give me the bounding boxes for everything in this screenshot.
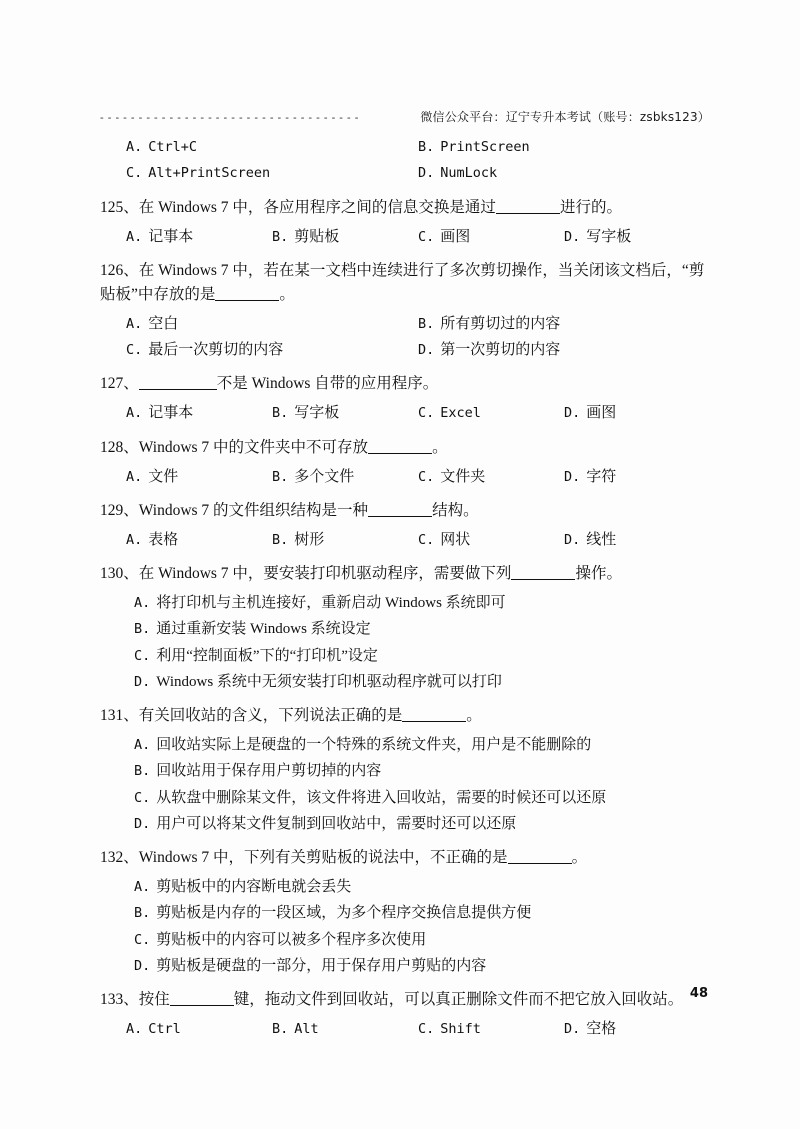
option-item[interactable] [418, 337, 710, 363]
option-item[interactable] [126, 464, 272, 490]
option-item[interactable] [418, 464, 564, 490]
option-label: B. [134, 905, 151, 922]
option-item[interactable] [564, 527, 710, 553]
option-item[interactable] [272, 400, 418, 426]
option-item[interactable] [126, 134, 418, 160]
option-list [100, 1016, 710, 1042]
option-label: D. [564, 228, 581, 245]
option-text: Excel [440, 405, 481, 422]
option-text: 用户可以将某文件复制到回收站中，需要时还可以还原 [156, 815, 517, 832]
option-text: 回收站用于保存用户剪切掉的内容 [156, 763, 382, 780]
question-stem [100, 846, 710, 870]
question-stem-pre: 在 Windows 7 中，各应用程序之间的信息交换是通过 [138, 198, 496, 216]
option-list [100, 590, 710, 695]
question-number: 129、 [100, 501, 139, 519]
option-list [100, 732, 710, 837]
page-content [100, 108, 710, 1042]
option-label: D. [418, 165, 435, 182]
question-block [100, 436, 710, 490]
option-item[interactable] [418, 311, 710, 337]
option-label: C. [418, 1021, 435, 1038]
option-label: B. [272, 405, 289, 422]
question-stem-pre: Windows 7 的文件组织结构是一种 [138, 501, 369, 519]
option-list [100, 134, 710, 187]
option-text: PrintScreen [440, 139, 530, 155]
answer-blank [511, 564, 575, 580]
option-item[interactable] [134, 785, 710, 811]
option-text: 通过重新安装 Windows 系统设定 [156, 621, 371, 638]
option-label: A. [126, 228, 143, 245]
option-label: C. [418, 228, 435, 245]
option-label: C. [418, 468, 435, 485]
option-item[interactable] [272, 1016, 418, 1042]
question-number: 131、 [100, 707, 139, 725]
option-item[interactable] [134, 590, 710, 616]
option-item[interactable] [418, 160, 710, 186]
question-stem-pre: 有关回收站的含义，下列说法正确的是 [138, 707, 403, 725]
option-label: A. [126, 531, 143, 548]
option-text: Ctrl [148, 1021, 181, 1038]
option-item[interactable] [564, 224, 710, 250]
option-item[interactable] [272, 527, 418, 553]
option-label: C. [134, 647, 151, 664]
option-text: 剪贴板是硬盘的一部分，用于保存用户剪贴的内容 [156, 957, 487, 974]
option-text: 回收站实际上是硬盘的一个特殊的系统文件夹，用户是不能删除的 [156, 737, 592, 754]
question-stem-pre: 在 Windows 7 中，若在某一文档中连续进行了多次剪切操作，当关闭该文档后，“剪贴板”中存放的是 [100, 261, 705, 303]
option-list [100, 464, 710, 490]
option-label: D. [564, 468, 581, 485]
option-list [100, 224, 710, 250]
option-label: A. [126, 139, 143, 155]
option-item[interactable] [134, 900, 710, 926]
question-stem [100, 196, 710, 220]
question-stem-post: 。 [571, 849, 588, 867]
answer-blank [496, 198, 560, 214]
option-label: D. [418, 342, 435, 359]
option-text: Ctrl+C [148, 139, 198, 155]
option-label: A. [126, 315, 143, 332]
option-item[interactable] [134, 732, 710, 758]
option-item[interactable] [126, 311, 418, 337]
option-item[interactable] [272, 464, 418, 490]
option-list [100, 311, 710, 364]
option-text: 利用“控制面板”下的“打印机”设定 [156, 647, 378, 664]
option-label: C. [418, 531, 435, 548]
option-text: 写字板 [586, 228, 632, 245]
option-label: D. [134, 815, 151, 832]
option-text: Shift [440, 1021, 481, 1038]
option-item[interactable] [272, 224, 418, 250]
option-text: 空格 [586, 1021, 617, 1038]
header-divider-dashes: - - - - - - - - - - - - - - - - - - - - - - - - - - - - - - - - - - [100, 112, 359, 124]
option-text: 记事本 [148, 228, 194, 245]
question-stem-post: 不是 Windows 自带的应用程序。 [216, 375, 439, 393]
option-label: D. [564, 531, 581, 548]
option-text: 写字板 [294, 405, 340, 422]
option-label: C. [126, 165, 143, 182]
option-text: 剪贴板中的内容可以被多个程序多次使用 [156, 931, 427, 948]
option-label: D. [564, 1021, 581, 1038]
option-item[interactable] [134, 669, 710, 695]
answer-blank [508, 848, 572, 864]
question-block [100, 259, 710, 364]
option-label: C. [134, 789, 151, 806]
question-stem-post: 。 [466, 707, 482, 725]
option-list [100, 874, 710, 979]
option-text: Alt [294, 1021, 319, 1038]
option-label: B. [134, 621, 151, 638]
question-block [100, 372, 710, 426]
option-text: 第一次剪切的内容 [440, 342, 561, 359]
option-item[interactable] [418, 224, 564, 250]
question-stem-post: 结构。 [432, 501, 479, 519]
option-label: A. [126, 1021, 143, 1038]
option-text: 文件 [148, 468, 179, 485]
answer-blank [215, 285, 279, 301]
option-list [100, 400, 710, 426]
option-text: 剪贴板 [294, 228, 340, 245]
option-text: 剪贴板是内存的一段区域，为多个程序交换信息提供方便 [156, 905, 532, 922]
option-text: 最后一次剪切的内容 [148, 342, 284, 359]
option-text: 从软盘中删除某文件，该文件将进入回收站，需要的时候还可以还原 [156, 789, 607, 806]
question-number: 133、 [100, 991, 139, 1009]
option-text: 字符 [586, 468, 617, 485]
option-item[interactable] [126, 160, 418, 186]
question-block [100, 704, 710, 837]
option-item[interactable] [126, 337, 418, 363]
option-text: NumLock [440, 165, 498, 182]
option-text: 将打印机与主机连接好，重新启动 Windows 系统即可 [156, 595, 506, 612]
question-stem-pre: 按住 [138, 991, 170, 1009]
option-item[interactable] [134, 927, 710, 953]
option-item[interactable] [418, 1016, 564, 1042]
option-label: A. [126, 468, 143, 485]
question-block [100, 562, 710, 695]
question-number: 130、 [100, 565, 139, 583]
option-text: 网状 [440, 531, 471, 548]
option-item[interactable] [564, 1016, 710, 1042]
question-stem-post: 键，拖动文件到回收站，可以真正删除文件而不把它放入回收站。 [233, 991, 684, 1009]
question-stem [100, 372, 710, 396]
question-number: 128、 [100, 438, 139, 456]
option-text: 空白 [148, 315, 179, 332]
question-block [100, 988, 710, 1042]
option-text: 树形 [294, 531, 325, 548]
question-stem-post: 进行的。 [559, 198, 622, 216]
option-item[interactable] [134, 616, 710, 642]
option-label: D. [564, 405, 581, 422]
option-item[interactable] [126, 224, 272, 250]
option-label: C. [134, 931, 151, 948]
question-stem-post: 。 [279, 285, 295, 303]
question-stem [100, 704, 710, 728]
option-label: B. [134, 763, 151, 780]
option-label: B. [272, 1021, 289, 1038]
option-label: D. [134, 673, 151, 690]
page-header [100, 108, 710, 125]
header-title: 微信公众平台：辽宁专升本考试（账号：zsbks123） [420, 110, 710, 124]
option-label: B. [418, 315, 435, 332]
option-item[interactable] [134, 874, 710, 900]
question-stem [100, 562, 710, 586]
question-block [100, 499, 710, 553]
option-item[interactable] [126, 1016, 272, 1042]
option-label: A. [134, 595, 151, 612]
question-stem-pre: Windows 7 中的文件夹中不可存放 [138, 438, 369, 456]
option-text: 所有剪切过的内容 [440, 315, 561, 332]
option-text: Windows 系统中无须安装打印机驱动程序就可以打印 [156, 673, 502, 690]
option-list [100, 527, 710, 553]
question-block [100, 196, 710, 250]
question-stem-pre: 在 Windows 7 中，要安装打印机驱动程序，需要做下列 [138, 565, 512, 583]
answer-blank [368, 438, 432, 454]
question-number: 132、 [100, 849, 139, 867]
option-item[interactable] [126, 527, 272, 553]
option-text: 画图 [586, 405, 617, 422]
page-number: 48 [689, 986, 708, 1001]
question-block [100, 846, 710, 979]
question-number: 127、 [100, 375, 139, 393]
option-label: D. [134, 957, 151, 974]
option-label: C. [126, 342, 143, 359]
option-item[interactable] [134, 758, 710, 784]
option-item[interactable] [134, 811, 710, 837]
option-label: A. [126, 405, 143, 422]
option-label: A. [134, 879, 151, 896]
option-text: 表格 [148, 531, 179, 548]
option-item[interactable] [418, 400, 564, 426]
question-stem [100, 259, 710, 307]
option-text: 多个文件 [294, 468, 355, 485]
answer-blank [368, 501, 432, 517]
answer-blank [402, 706, 466, 722]
option-item[interactable] [134, 643, 710, 669]
option-label: B. [272, 228, 289, 245]
option-text: 文件夹 [440, 468, 486, 485]
option-label: B. [272, 531, 289, 548]
option-label: C. [418, 405, 435, 422]
question-stem [100, 499, 710, 523]
option-item[interactable] [418, 134, 710, 160]
option-item[interactable] [564, 400, 710, 426]
question-block [100, 134, 710, 187]
answer-blank [139, 375, 217, 391]
option-label: B. [272, 468, 289, 485]
option-item[interactable] [134, 953, 710, 979]
answer-blank [170, 990, 234, 1006]
option-text: 线性 [586, 531, 617, 548]
option-item[interactable] [418, 527, 564, 553]
option-text: Alt+PrintScreen [148, 165, 271, 182]
option-label: B. [418, 139, 435, 155]
question-stem [100, 436, 710, 460]
option-item[interactable] [126, 400, 272, 426]
question-stem-post: 。 [432, 438, 448, 456]
option-label: A. [134, 737, 151, 754]
question-number: 125、 [100, 198, 139, 216]
option-text: 记事本 [148, 405, 194, 422]
question-number: 126、 [100, 261, 139, 279]
option-item[interactable] [564, 464, 710, 490]
question-stem-post: 操作。 [575, 565, 622, 583]
option-text: 剪贴板中的内容断电就会丢失 [156, 879, 352, 896]
question-stem-pre: Windows 7 中，下列有关剪贴板的说法中，不正确的是 [138, 849, 508, 867]
question-stem [100, 988, 710, 1012]
option-text: 画图 [440, 228, 471, 245]
